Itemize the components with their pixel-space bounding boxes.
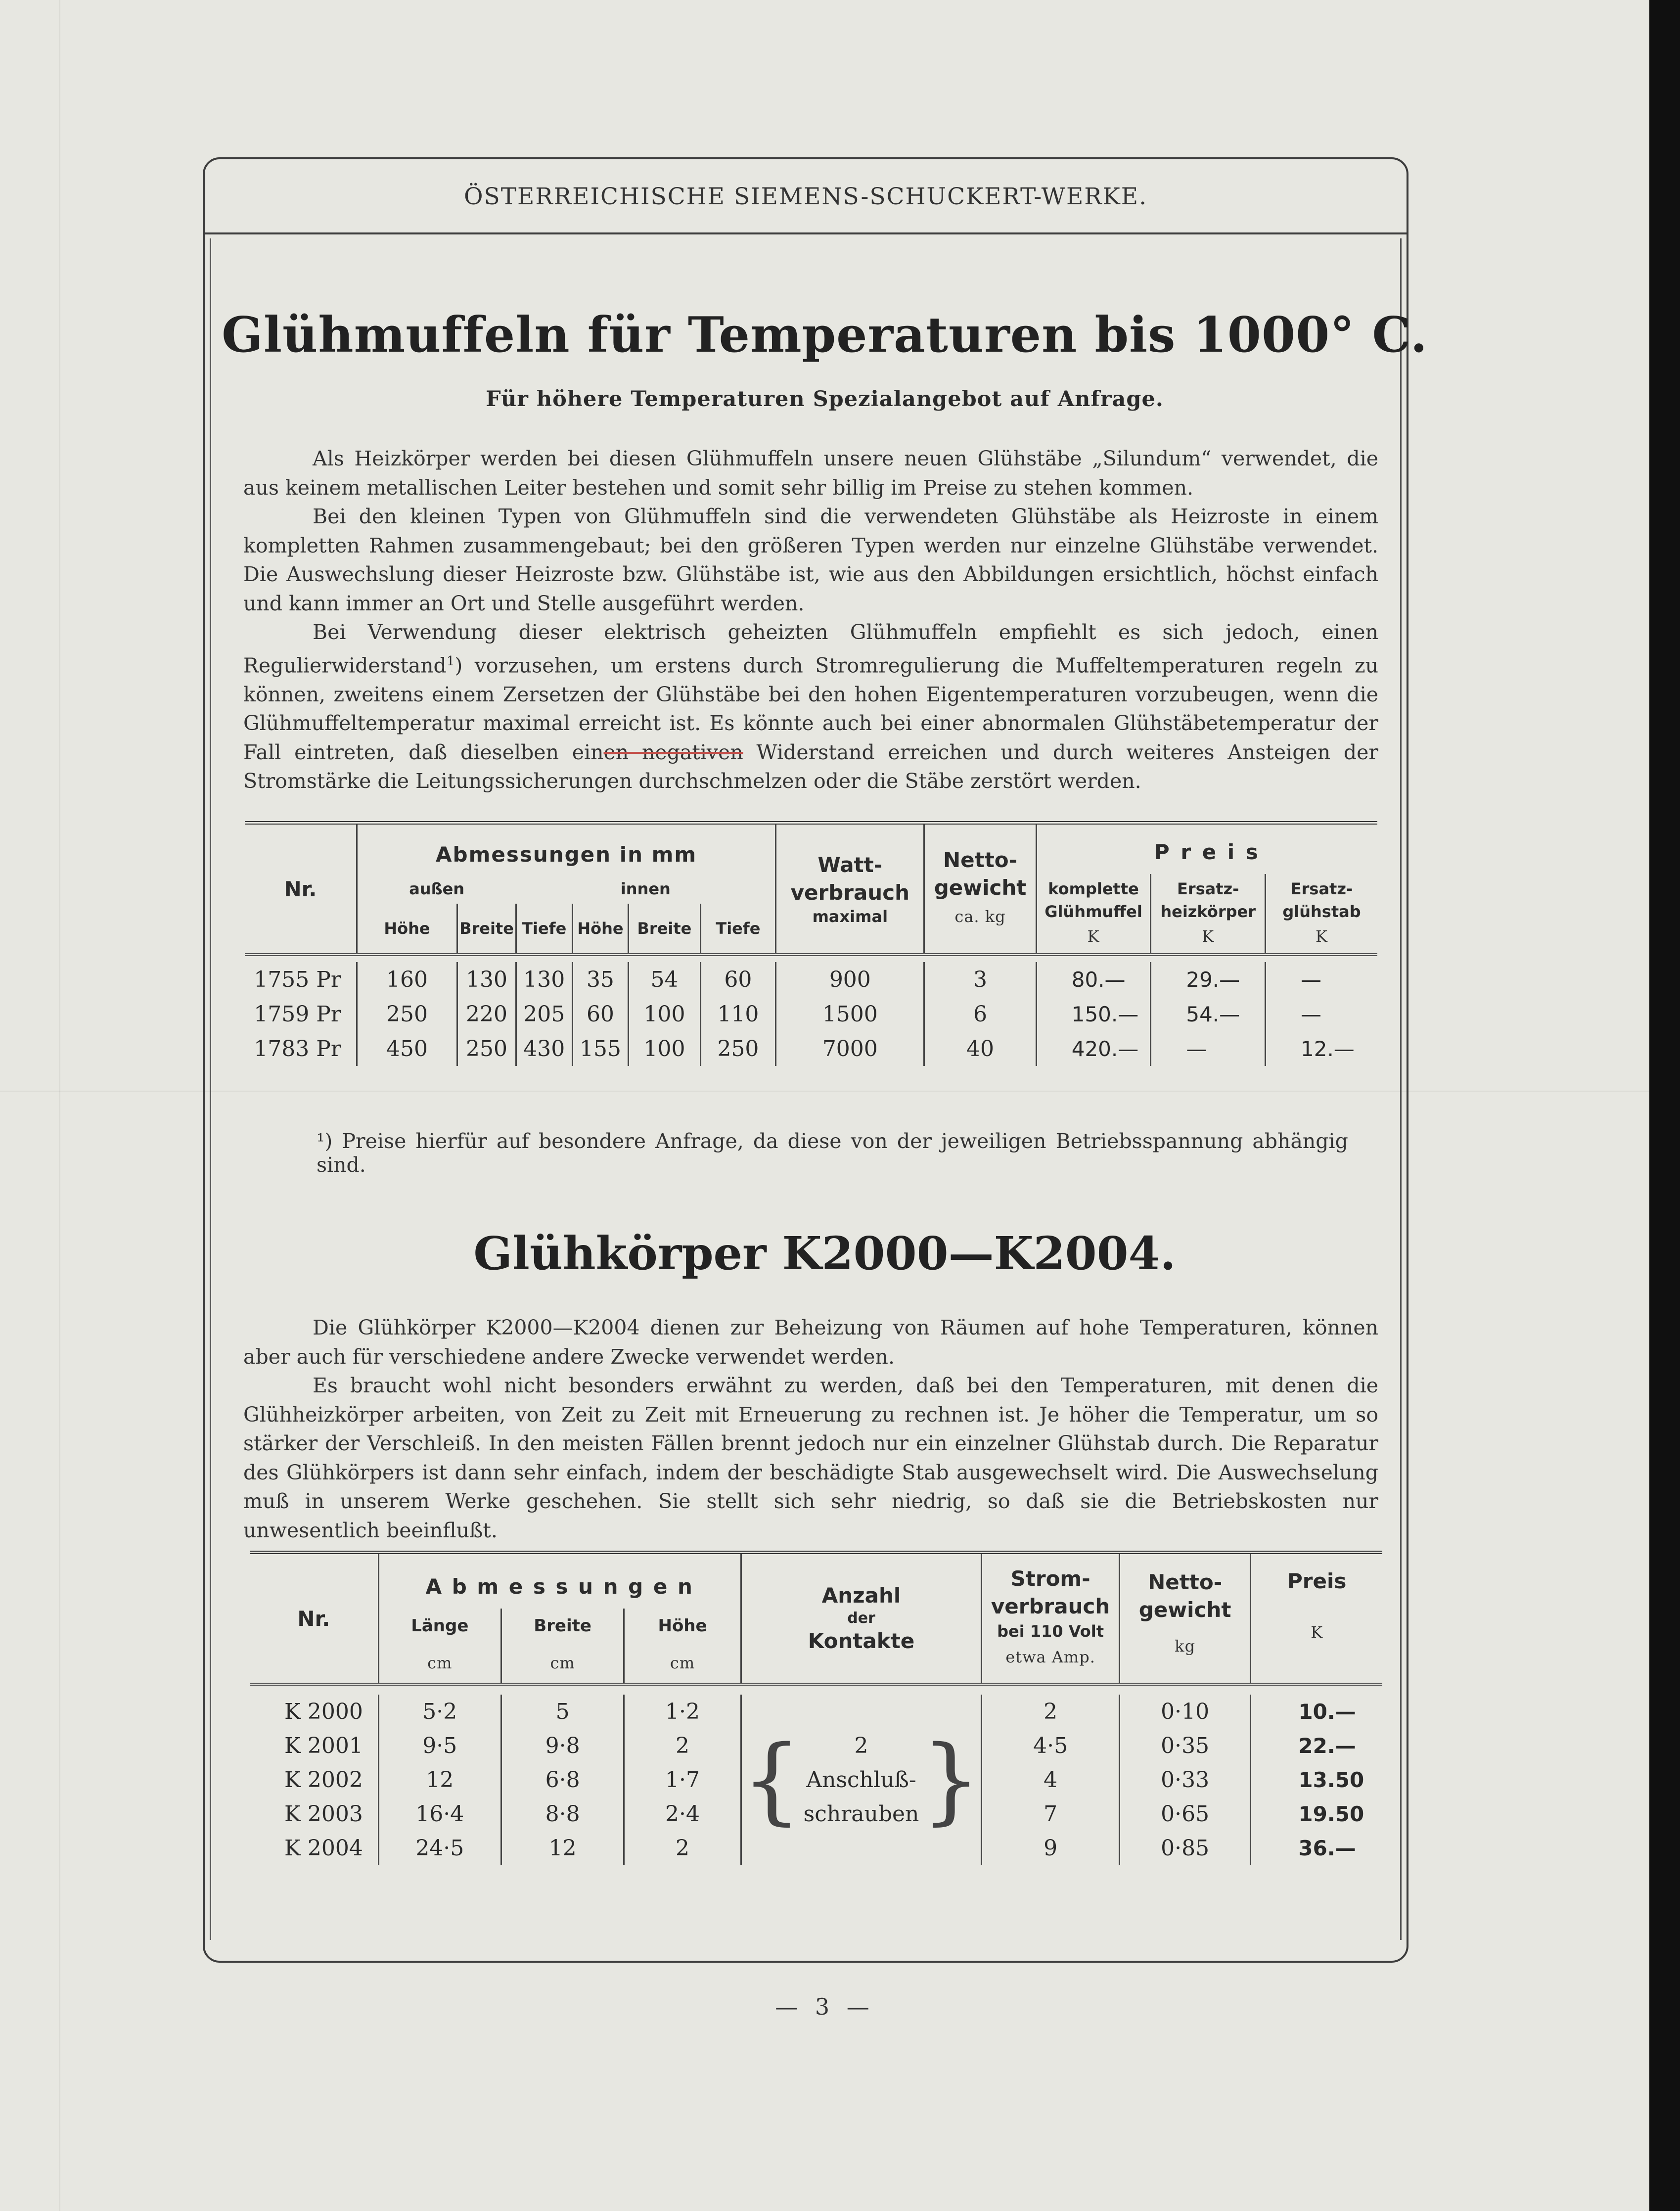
table-row (250, 1695, 1382, 1729)
t2-cell: 2 (624, 1729, 741, 1763)
t2-header-nr: Nr. (250, 1554, 378, 1684)
t2-cell-price: 10.— (1298, 1700, 1356, 1724)
t2-cell: 2·4 (624, 1797, 741, 1831)
t2-cell: 5 (501, 1695, 624, 1729)
section2-paragraph-2: Es braucht wohl nicht besonders erwähnt zu werden, daß bei den Temperaturen, mit denen die Glühheizkörper arbeiten, von Zeit zu Zeit mit Erneuerung zu rechnen ist. Je höher die Temperatur, um so stärker der Verschleiß. In den meisten Fällen brennt jedoch nur ein einzelner Glühstab durch. Die Reparatur des Glühkörpers ist dann sehr einfach, indem der beschädigte Stab ausgewechselt wird. Die Auswechselung muß in unserem Werke geschehen. Sie stellt sich sehr niedrig, so daß sie die Betriebskosten nur unwesentlich beeinflußt. (243, 1374, 1378, 1542)
t2-cell-nr: K 2000 (250, 1695, 378, 1729)
p3-struck-text: en negativen (603, 740, 743, 764)
section1-title: Glühmuffeln für Temperaturen bis 1000° C. (222, 307, 1428, 364)
brace-right: } (921, 1725, 981, 1835)
t2-cell: 9 (982, 1831, 1120, 1865)
p3-part-a: Bei Verwendung dieser elektrisch geheizten Glühmuffeln empfiehlt es sich jedoch, einen Regulierwiderstand (243, 620, 1378, 678)
section1-paragraph-2: Bei den kleinen Typen von Glühmuffeln sind die verwendeten Glühstäbe als Heizroste in einem kompletten Rahmen zusammengebaut; bei den größeren Typen werden nur einzelne Glühstäbe verwendet. Die Auswechslung dieser Heizroste bzw. Glühstäbe ist, wie aus den Abbildungen ersichtlich, höchst einfach und kann immer an Ort und Stelle ausgeführt werden. (243, 505, 1378, 615)
t2-cell-nr: K 2003 (250, 1797, 378, 1831)
t2-header-anzahl: Anzahl der Kontakte (741, 1554, 982, 1684)
t2-unit-breite: cm (501, 1643, 624, 1684)
kontakte-label-2: schrauben (803, 1801, 919, 1827)
t1-header-innen-tiefe: Tiefe (700, 904, 776, 955)
table-row (245, 997, 1377, 1031)
t1-header-ersatzgluehstab: Ersatz- glühstab K (1282, 879, 1361, 946)
t2-cell: 16·4 (378, 1797, 501, 1831)
t1-cell: 40 (924, 1031, 1036, 1066)
frame-inner-rule-right (1400, 238, 1402, 1940)
scan-background-edge (1649, 0, 1680, 2211)
t2-cell: 24·5 (378, 1831, 501, 1865)
t1-cell: 60 (572, 997, 629, 1031)
t2-cell: 0·10 (1119, 1695, 1250, 1729)
t1-cell: 250 (357, 997, 457, 1031)
t1-cell-price: 80.— (1036, 962, 1151, 997)
t1-cell: 250 (457, 1031, 516, 1066)
t1-cell: 130 (457, 962, 516, 997)
t2-cell: 7 (982, 1797, 1120, 1831)
section1-subtitle: Für höhere Temperaturen Spezialangebot auf Anfrage. (486, 387, 1164, 412)
t1-cell-price: — (1301, 1002, 1321, 1026)
t2-cell: 0·35 (1119, 1729, 1250, 1763)
t2-cell: 4·5 (982, 1729, 1120, 1763)
section1-paragraph-3 (243, 618, 1378, 796)
t1-header-abmessungen: Abmessungen in mm (357, 825, 775, 874)
table-row (245, 962, 1377, 997)
t1-cell: 100 (629, 1031, 700, 1066)
t1-header-innen: innen (516, 874, 775, 904)
t1-cell: 100 (629, 997, 700, 1031)
t2-cell: 1·2 (624, 1695, 741, 1729)
t2-header-laenge: Länge (378, 1609, 501, 1643)
t2-cell: 8·8 (501, 1797, 624, 1831)
t2-cell: 4 (982, 1763, 1120, 1797)
company-header: ÖSTERREICHISCHE SIEMENS-SCHUCKERT-WERKE. (463, 183, 1148, 210)
t2-cell-nr: K 2004 (250, 1831, 378, 1865)
t2-cell-price: 36.— (1298, 1836, 1356, 1860)
t2-cell: 2 (982, 1695, 1120, 1729)
t2-cell-nr: K 2001 (250, 1729, 378, 1763)
t2-cell: 1·7 (624, 1763, 741, 1797)
t2-cell: 12 (378, 1763, 501, 1797)
t1-cell: 160 (357, 962, 457, 997)
t1-cell: 3 (924, 962, 1036, 997)
kontakte-count: 2 (854, 1733, 868, 1758)
t1-header-aussen-tiefe: Tiefe (516, 904, 572, 955)
t1-header-aussen: außen (409, 879, 465, 898)
t1-cell-price: 150.— (1036, 997, 1151, 1031)
section1-paragraph-1: Als Heizkörper werden bei diesen Glühmuffeln unsere neuen Glühstäbe „Silundum“ verwendet, die aus keinem metallischen Leiter bestehen und somit sehr billig im Preise zu stehen kommen. (243, 447, 1378, 500)
t1-cell-price: 420.— (1036, 1031, 1151, 1066)
t1-cell: 430 (516, 1031, 572, 1066)
t2-cell-nr: K 2002 (250, 1763, 378, 1797)
t1-header-innen-hoehe: Höhe (572, 904, 629, 955)
t1-cell-price: 12.— (1301, 1036, 1355, 1061)
t1-header-aussen-hoehe: Höhe (357, 904, 457, 955)
t1-cell: 110 (700, 997, 776, 1031)
t1-cell-price: — (1301, 967, 1321, 992)
t2-cell: 0·33 (1119, 1763, 1250, 1797)
section2-title: Glühkörper K2000—K2004. (473, 1227, 1176, 1280)
t1-header-aussen-breite: Breite (457, 904, 516, 955)
t1-header-ersatzheizkoerper: Ersatz- heizkörper K (1151, 874, 1266, 955)
t2-cell: 5·2 (378, 1695, 501, 1729)
section2-paragraph-1: Die Glühkörper K2000—K2004 dienen zur Beheizung von Räumen auf hohe Temperaturen, können aber auch für verschiedene andere Zwecke verwendet werden. (243, 1316, 1378, 1369)
t2-cell: 9·8 (501, 1729, 624, 1763)
footnote: ¹) Preise hierfür auf besondere Anfrage, da diese von der jeweiligen Betriebsspannung abhängig sind. (317, 1129, 1348, 1177)
t2-cell-price: 13.50 (1298, 1768, 1364, 1792)
t1-cell: 54 (629, 962, 700, 997)
t1-header-netto: Netto- gewicht ca. kg (924, 825, 1036, 955)
t2-header-abmessungen: A b m e s s u n g e n (378, 1554, 741, 1609)
frame-inner-rule-left (210, 238, 211, 1940)
t2-cell: 0·65 (1119, 1797, 1250, 1831)
t1-cell: 7000 (776, 1031, 924, 1066)
t1-header-innen-breite: Breite (629, 904, 700, 955)
t1-header-nr: Nr. (245, 825, 357, 955)
section2-text (243, 1313, 1378, 1545)
t1-cell-nr: 1783 Pr (245, 1031, 357, 1066)
section1-text (243, 444, 1378, 796)
t2-header-netto: Netto- gewicht kg (1119, 1554, 1250, 1684)
p3-part-b: ) vorzusehen, um erstens durch Stromregulierung die Muffeltemperaturen regeln zu können, zweitens einem Zersetzen der Glühstäbe bei den hohen Eigentemperaturen vorzubeugen, wenn die Glühmuffeltemperatur maximal erreicht ist. Es könnte auch bei einer abnormalen Glühstäbetemperatur der Fall eintreten, daß dieselben ein (243, 653, 1378, 764)
t1-cell: 250 (700, 1031, 776, 1066)
t1-cell: 220 (457, 997, 516, 1031)
t1-cell: 205 (516, 997, 572, 1031)
t1-cell: 900 (776, 962, 924, 997)
t2-cell-price: 22.— (1298, 1734, 1356, 1758)
t2-header-stromverbrauch: Strom- verbrauch bei 110 Volt etwa Amp. (982, 1554, 1120, 1684)
table-gluehkoerper (250, 1551, 1382, 1865)
t2-header-breite: Breite (501, 1609, 624, 1643)
p3-part-c: Widerstand erreichen und durch weiteres Ansteigen der Stromstärke die Leitungssicherungen durchschmelzen oder die Stäbe zerstört werden. (243, 740, 1379, 793)
page-number: — 3 — (775, 1993, 874, 2020)
t1-cell-price: — (1151, 1031, 1266, 1066)
t1-cell: 130 (516, 962, 572, 997)
t1-cell: 35 (572, 962, 629, 997)
t1-header-komplette: komplette Glühmuffel K (1036, 874, 1151, 955)
t1-cell: 1500 (776, 997, 924, 1031)
t1-cell-nr: 1755 Pr (245, 962, 357, 997)
t1-header-watt: Watt- verbrauch maximal (776, 825, 924, 955)
t2-header-hoehe: Höhe (624, 1609, 741, 1643)
t2-unit-hoehe: cm (624, 1643, 741, 1684)
t2-cell: 0·85 (1119, 1831, 1250, 1865)
table-gluehmuffeln (245, 821, 1377, 1066)
t2-cell: 2 (624, 1831, 741, 1865)
t2-cell-price: 19.50 (1298, 1802, 1364, 1826)
t1-cell-nr: 1759 Pr (245, 997, 357, 1031)
t2-header-preis: Preis K (1287, 1569, 1347, 1642)
table-row (245, 1031, 1377, 1066)
t2-cell: 6·8 (501, 1763, 624, 1797)
t1-cell-price: 54.— (1151, 997, 1266, 1031)
header-rule (205, 232, 1407, 234)
t1-cell: 6 (924, 997, 1036, 1031)
t1-cell: 60 (700, 962, 776, 997)
t2-cell-kontakte (741, 1695, 982, 1865)
t1-cell: 155 (572, 1031, 629, 1066)
t2-unit-laenge: cm (378, 1643, 501, 1684)
t1-cell-price: 29.— (1151, 962, 1266, 997)
brace-left: { (741, 1725, 802, 1835)
t1-header-preis: P r e i s (1154, 839, 1260, 864)
footnote-marker: 1 (446, 653, 455, 669)
t2-cell: 12 (501, 1831, 624, 1865)
t1-cell: 450 (357, 1031, 457, 1066)
t2-cell: 9·5 (378, 1729, 501, 1763)
kontakte-label-1: Anschluß- (806, 1767, 916, 1793)
